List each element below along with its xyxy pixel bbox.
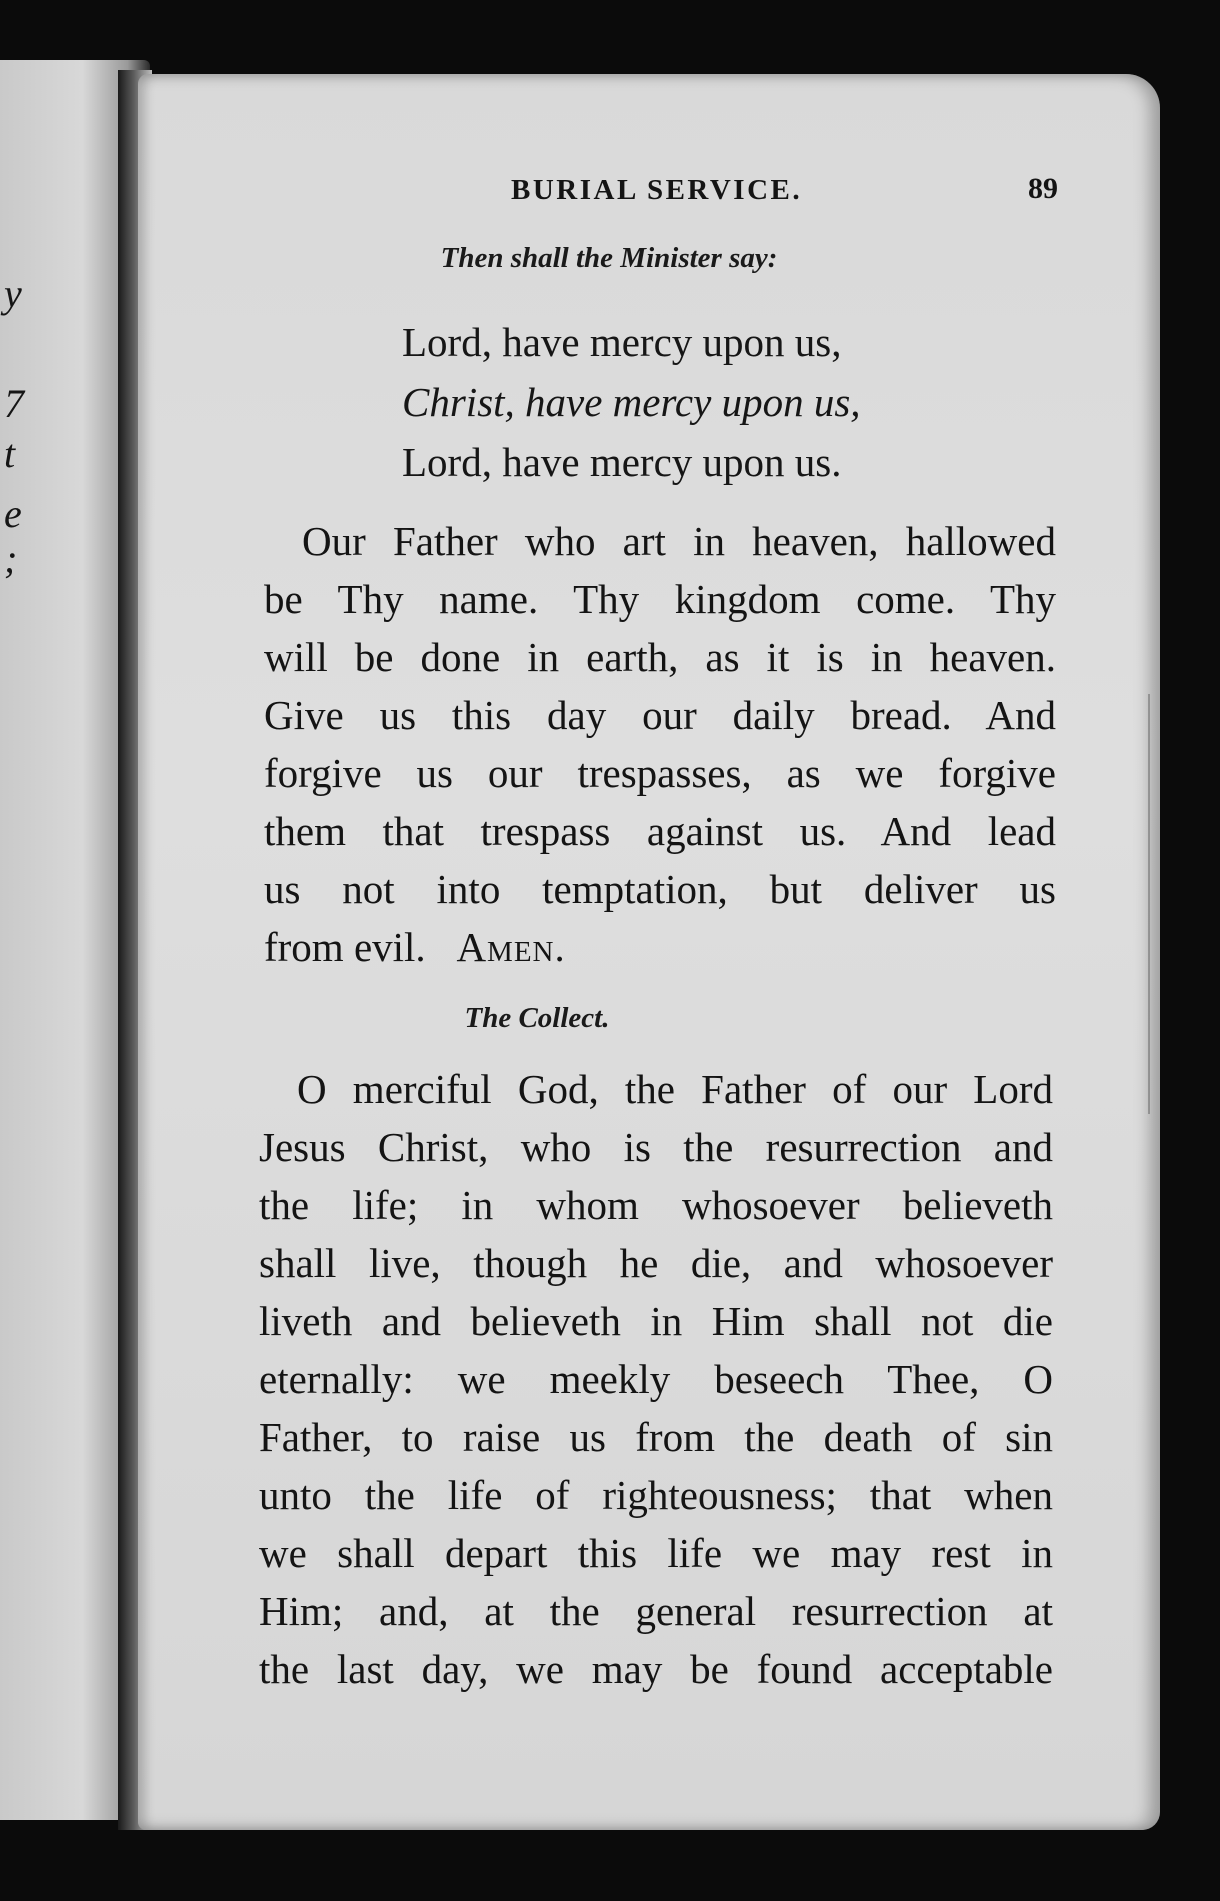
collect-line: unto the life of righteousness; that when — [259, 1472, 1053, 1518]
prayer-line: from evil. — [264, 924, 426, 970]
facing-page-fragment: y — [4, 271, 22, 316]
facing-page-fragment: e — [4, 491, 22, 536]
collect-line: we shall depart this life we may rest in — [259, 1530, 1053, 1576]
kyrie-line: Christ, have mercy upon us, — [402, 379, 861, 425]
amen-word: Amen. — [456, 924, 566, 970]
book-page — [138, 74, 1160, 1830]
prayer-line: them that trespass against us. And lead — [264, 808, 1056, 854]
collect-line: shall live, though he die, and whosoever — [259, 1240, 1053, 1286]
running-head: BURIAL SERVICE. — [511, 174, 803, 206]
kyrie-verses — [402, 312, 861, 492]
collect-line: the life; in whom whosoever believeth — [259, 1182, 1053, 1228]
page-number: 89 — [1028, 172, 1058, 205]
collect-line: Jesus Christ, who is the resurrection and — [259, 1124, 1053, 1170]
rubric-minister: Then shall the Minister say: — [440, 242, 778, 274]
prayer-line: will be done in earth, as it is in heaven. — [264, 634, 1056, 680]
kyrie-line: Lord, have mercy upon us. — [402, 439, 842, 485]
facing-page-fragment: ; — [4, 536, 18, 581]
prayer-line: Give us this day our daily bread. And — [264, 692, 1056, 738]
collect-line: Father, to raise us from the death of sin — [259, 1414, 1053, 1460]
prayer-line: us not into temptation, but deliver us — [264, 866, 1056, 912]
prayer-line: forgive us our trespasses, as we forgive — [264, 750, 1056, 796]
prayer-line: be Thy name. Thy kingdom come. Thy — [264, 576, 1056, 622]
collect-line: O merciful God, the Father of our Lord — [297, 1066, 1053, 1112]
collect-line: eternally: we meekly beseech Thee, O — [259, 1356, 1053, 1402]
collect-paragraph — [259, 1060, 1053, 1698]
collect-line: the last day, we may be found acceptable — [259, 1646, 1053, 1692]
prayer-line-final — [264, 918, 1056, 976]
page-edge-mark — [1148, 694, 1150, 1114]
prayer-line: Our Father who art in heaven, hallowed — [302, 518, 1056, 564]
facing-page-fragment: 7 — [4, 381, 24, 426]
facing-page-fragment: t — [4, 431, 16, 476]
collect-line: Him; and, at the general resurrection at — [259, 1588, 1053, 1634]
lords-prayer-paragraph — [264, 512, 1056, 976]
collect-line: liveth and believeth in Him shall not die — [259, 1298, 1053, 1344]
rubric-collect: The Collect. — [464, 1002, 610, 1034]
kyrie-line: Lord, have mercy upon us, — [402, 319, 842, 365]
